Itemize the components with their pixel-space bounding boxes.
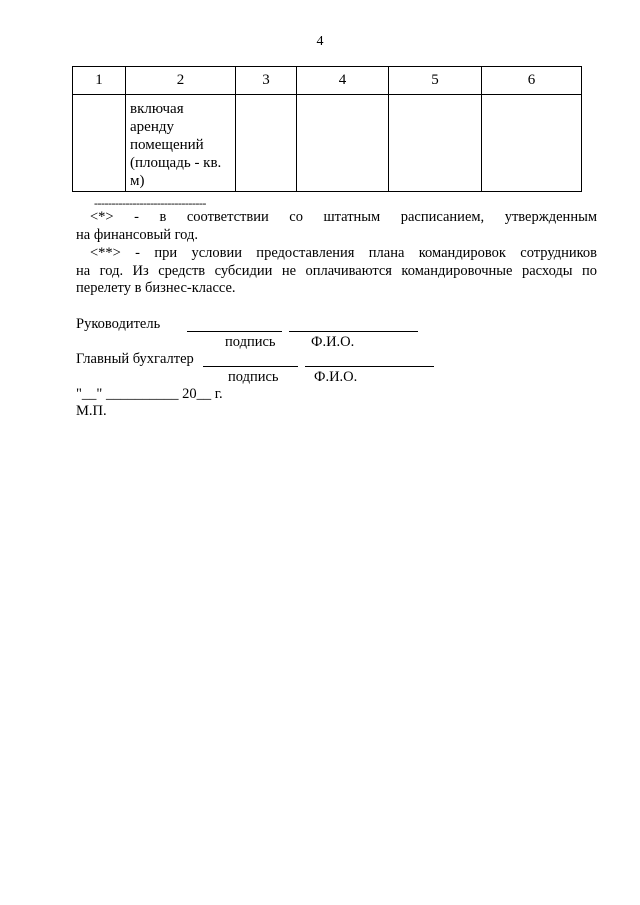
table-header-cell: 3	[236, 67, 297, 95]
footnote-separator: --------------------------------	[94, 196, 206, 210]
accountant-name-caption: Ф.И.О.	[314, 369, 358, 385]
footnote-1-first-line: <*> - в соответствии со штатным расписанием, утвержденным	[90, 209, 597, 225]
cell-line: м)	[130, 173, 145, 189]
footnote-2-rest: на год. Из средств субсидии не оплачиваются командировочные расходы по перелету в бизнес-классе.	[76, 262, 597, 296]
table-cell-text	[126, 95, 235, 190]
table-cell	[482, 95, 582, 192]
accountant-name-line	[305, 366, 434, 367]
accountant-signature-line	[203, 366, 298, 367]
table-cell	[236, 95, 297, 192]
table-header-row	[73, 67, 582, 95]
chief-accountant-label: Главный бухгалтер	[76, 351, 194, 367]
cell-line: (площадь - кв.	[130, 155, 222, 171]
page-number: 4	[316, 34, 324, 49]
cell-line: помещений	[130, 137, 204, 153]
table-cell	[126, 95, 236, 192]
footnote-2	[76, 245, 597, 298]
stamp-label: М.П.	[76, 403, 107, 419]
table-cell	[389, 95, 482, 192]
table-row	[73, 95, 582, 192]
footnote-1-rest: на финансовый год.	[76, 226, 199, 243]
head-name-caption: Ф.И.О.	[311, 334, 355, 350]
data-table	[72, 66, 582, 192]
table-cell	[73, 95, 126, 192]
head-name-line	[289, 331, 418, 332]
accountant-signature-caption: подпись	[228, 369, 279, 385]
footnote-2-first-line: <**> - при условии предоставления плана командировок сотрудников	[90, 245, 597, 261]
head-signature-line	[187, 331, 282, 332]
cell-line: аренду	[130, 119, 174, 135]
table-cell	[297, 95, 389, 192]
table-header-cell: 2	[126, 67, 236, 95]
table-header-cell: 1	[73, 67, 126, 95]
cell-line: включая	[130, 101, 184, 117]
date-line: "__" __________ 20__ г.	[76, 386, 223, 402]
table-header-cell: 5	[389, 67, 482, 95]
table-header-cell: 6	[482, 67, 582, 95]
table-header-cell: 4	[297, 67, 389, 95]
head-label: Руководитель	[76, 316, 161, 332]
footnote-1	[76, 209, 597, 244]
head-signature-caption: подпись	[225, 334, 276, 350]
